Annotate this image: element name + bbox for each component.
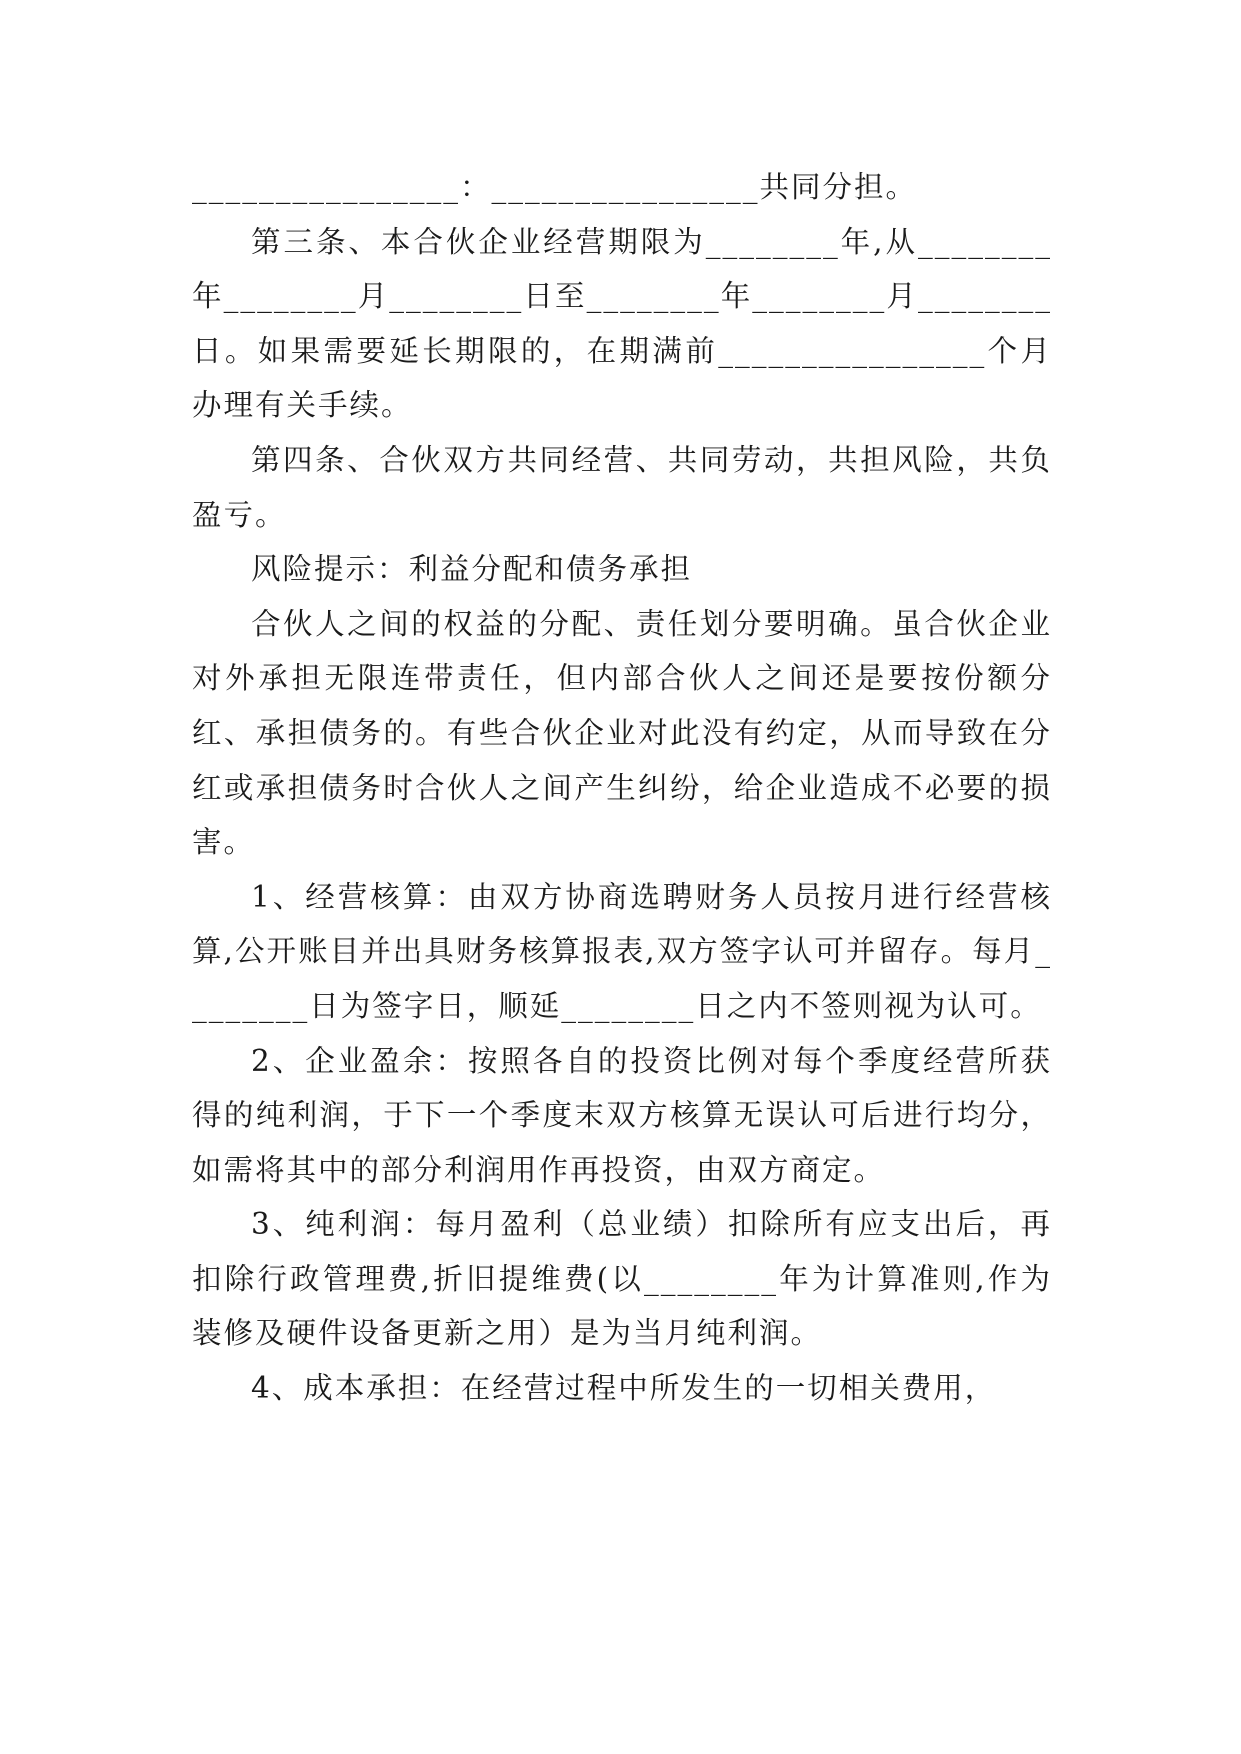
paragraph-item-4-cost-bearing: 4、成本承担：在经营过程中所发生的一切相关费用， [251, 1371, 997, 1406]
paragraph-article-3-term: 第三条、本合伙企业经营期限为________年,从________年________月________日至________年________月________日。如果需要延长期限的，在期满前________________个月办理有关手续。 [192, 224, 1052, 423]
paragraph-risk-tip-heading: 风险提示：利益分配和债务承担 [251, 552, 693, 587]
paragraph-item-2-surplus: 2、企业盈余：按照各自的投资比例对每个季度经营所获得的纯利润，于下一个季度末双方核算无误认可后进行均分，如需将其中的部分利润用作再投资，由双方商定。 [192, 1043, 1052, 1187]
paragraph-item-1-accounting: 1、经营核算：由双方协商选聘财务人员按月进行经营核算,公开账目并出具财务核算报表,双方签字认可并留存。每月________日为签字日，顺延________日之内不签则视为认可。 [192, 879, 1052, 1023]
paragraph-shared-burden: ________________：________________共同分担。 [192, 170, 918, 204]
paragraph-risk-tip-body: 合伙人之间的权益的分配、责任划分要明确。虽合伙企业对外承担无限连带责任，但内部合伙人之间还是要按份额分红、承担债务的。有些合伙企业对此没有约定，从而导致在分红或承担债务时合伙人之间产生纠纷，给企业造成不必要的损害。 [192, 606, 1052, 860]
paragraph-item-3-net-profit: 3、纯利润：每月盈利（总业绩）扣除所有应支出后，再扣除行政管理费,折旧提维费(以________年为计算准则,作为装修及硬件设备更新之用）是为当月纯利润。 [192, 1207, 1052, 1351]
paragraph-article-4-joint-operation: 第四条、合伙双方共同经营、共同劳动，共担风险，共负盈亏。 [192, 442, 1052, 532]
document-body [192, 160, 1052, 1416]
